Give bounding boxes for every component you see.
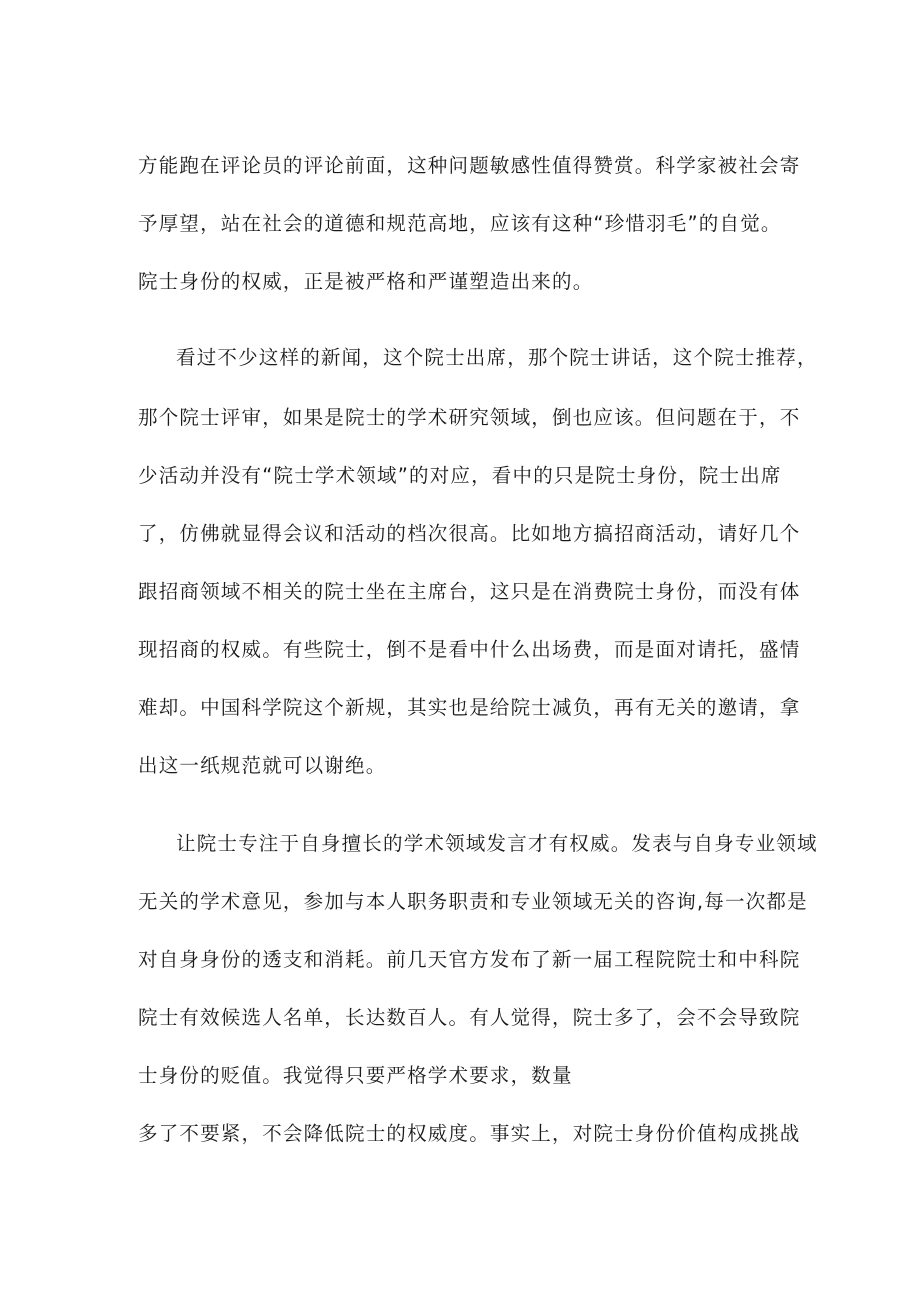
paragraph-3-line-6: 多了不要紧，不会降低院士的权威度。事实上，对院士身份价值构成挑战 xyxy=(138,1122,801,1145)
paragraph-3-line-3: 对自身身份的透支和消耗。前几天官方发布了新一届工程院院士和中科院 xyxy=(138,948,801,971)
paragraph-1-line-2: 予厚望，站在社会的道德和规范高地，应该有这种“珍惜羽毛”的自觉。 xyxy=(138,212,782,235)
paragraph-2-line-2: 那个院士评审，如果是院士的学术研究领域，倒也应该。但问题在于，不 xyxy=(138,406,801,429)
paragraph-3-line-5: 士身份的贬值。我觉得只要严格学术要求，数量 xyxy=(138,1064,573,1087)
paragraph-3-line-1: 让院士专注于自身擅长的学术领域发言才有权威。发表与自身专业领域 xyxy=(176,832,818,855)
paragraph-2-line-3: 少活动并没有“院士学术领域”的对应，看中的只是院士身份，院士出席 xyxy=(138,464,782,487)
paragraph-3-line-2: 无关的学术意见，参加与本人职务职责和专业领域无关的咨询,每一次都是 xyxy=(138,890,808,913)
paragraph-3-line-4: 院士有效候选人名单，长达数百人。有人觉得，院士多了，会不会导致院 xyxy=(138,1006,801,1029)
paragraph-2-line-5: 跟招商领域不相关的院士坐在主席台，这只是在消费院士身份，而没有体 xyxy=(138,580,801,603)
paragraph-2-line-8: 出这一纸规范就可以谢绝。 xyxy=(138,754,387,777)
paragraph-2-line-1: 看过不少这样的新闻，这个院士出席，那个院士讲话，这个院士推荐， xyxy=(176,346,818,369)
paragraph-1-line-1: 方能跑在评论员的评论前面，这种问题敏感性值得赞赏。科学家被社会寄 xyxy=(138,154,801,177)
paragraph-2-line-6: 现招商的权威。有些院士，倒不是看中什么出场费，而是面对请托，盛情 xyxy=(138,638,801,661)
paragraph-2-line-4: 了，仿佛就显得会议和活动的档次很高。比如地方搞招商活动，请好几个 xyxy=(138,522,801,545)
paragraph-2-line-7: 难却。中国科学院这个新规，其实也是给院士减负，再有无关的邀请，拿 xyxy=(138,696,801,719)
paragraph-1-line-3: 院士身份的权威，正是被严格和严谨塑造出来的。 xyxy=(138,270,594,293)
